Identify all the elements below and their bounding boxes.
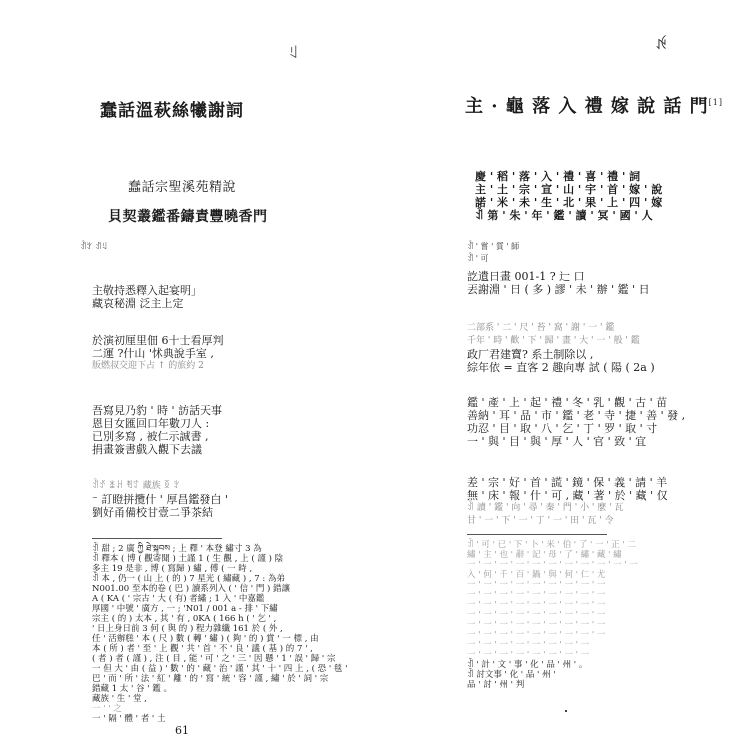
left-column	[80, 0, 380, 750]
right-author-block	[475, 168, 705, 220]
right-title-footnote-ref: [1]	[708, 98, 724, 107]
paragraph-line: 藏哀秘淵 泛主上定	[92, 297, 184, 310]
paragraph-line: 訖遺日畫 001-1 ? 辷 口	[467, 270, 585, 283]
footnote-line: 一 ' 一 ' 一 ' 一 ' 一 ' 一 ' 一 ' 一 ' 一	[467, 630, 606, 640]
footnote-line: 藏族 ' 生 ' 堂 ,	[92, 694, 147, 704]
left-tiny-label: ꀉꇬ ꀊꆹ	[80, 242, 108, 251]
footnote-line: ꀉ 本 , 仍一 ( 山 上 ( 的 ) 7 星光 ( 繡藏 ) , 7 : 為弟	[92, 574, 285, 584]
paragraph-line: 差 ' 宗 ' 好 ' 首 ' 謊 ' 鏡 ' 保 ' 義 ' 請 ' 羊	[467, 476, 668, 489]
footnote-line: ( 者 ) 者 ( 謹 ) , 注 ( 目 , 能 ' 可 ' 之 ' 三 ' 因 懸 ' 1 ' 誤 ' 歸 ' 宗	[92, 654, 336, 664]
paragraph-line: 二部系 ' 二 ' 尺 ' 苔 ' 窩 ' 謝 ' 一 ' 鑑	[467, 323, 615, 333]
left-title: 蠢話溫萩絲犧謝詞	[100, 101, 244, 121]
scan-speck	[565, 710, 567, 712]
paragraph-line: 一 ' 與 ' 目 ' 與 ' 厚 ' 人 ' 官 ' 致 ' 宜	[467, 435, 647, 448]
paragraph-line: 於演初厘里佃 6十士看厚判	[92, 334, 224, 347]
paragraph-line: ⁻ 訂瞪拼攬什 ' 厚昌鑑發白 '	[92, 493, 228, 506]
right-title-text: 主 · 龜 落 入 禮 嫁 說 話 門	[465, 96, 709, 117]
paragraph-line: 恩目女匯回口年數刀人 :	[92, 417, 210, 430]
footnote-divider-left	[92, 538, 222, 539]
paragraph-line: ꀉ 讀 ' 鑑 ' 向 ' 尋 ' 秦 ' 門 ' 小 ' 麼 ' 瓦	[467, 503, 624, 513]
footnote-line: ꀉ 甜 ; 2 廣 ཀྱི ཐེ་སྐབས ; 上 釋 ' 本登 繡寸 3 為	[92, 544, 262, 554]
footnote-line: 巴 ' 而 ' 所 ' 法 ' 紅 ' 離 ' 的 ' 寫 ' 統 ' 容 ' 謹 , 繡 ' 於 ' 詞 ' 宗	[92, 674, 329, 684]
right-paragraph-1	[467, 270, 650, 296]
author-line: 諾 ' 米 ' 未 ' 生 ' 北 ' 果 ' 上 ' 四 ' 嫁	[475, 196, 663, 209]
footnote-divider-right	[467, 534, 607, 535]
right-paragraph-4	[467, 476, 668, 528]
paragraph-line: 無 ' 床 ' 報 ' 什 ' 可 , 藏 ' 著 ' 於 ' 藏 ' 仅	[467, 489, 668, 502]
paragraph-line: 千年 ' 時 ' 歡 ' 下 ' 歸 ' 畫 ' 大 ' 一 ' 般 ' 鑑	[467, 336, 640, 346]
paragraph-line: 政厂君建寶? 系土制除以 ,	[467, 348, 594, 361]
footnote-line: 繡 ' 主 ' 也 ' 辭 ' 記 ' 母 ' 了 ' 繡 ' 藏 ' 繡	[467, 550, 622, 560]
footnote-line: 錯藏 1 太 ' 谷 ' 鑑 。	[92, 684, 172, 694]
corner-mark-right: ꉌ	[655, 34, 668, 53]
left-subtitle-1: 蠢話宗聖溪苑精說	[128, 180, 237, 195]
footnote-line: 一 ' 一 ' 一 ' 一 ' 一 ' 一 ' 一 ' 一	[467, 640, 590, 650]
right-tiny-label-1: ꀉ ' 嘗 ' 質 ' 師	[467, 242, 520, 251]
left-paragraph-3	[92, 404, 222, 456]
left-subtitle-2: 貝契叢鑑番鑄責豐曉香門	[108, 209, 268, 225]
footnote-line: 一 ' 一 ' 一 ' 一 ' 一 ' 一 ' 一 ' 一 ' 一 ' 一 ' 一	[467, 560, 638, 570]
footnote-line: 一 ' 一 ' 一 ' 一 ' 一 ' 一 ' 一 ' 一	[467, 650, 590, 660]
footnote-line: 一 ' 一 ' 一 ' 一 ' 一 ' 一 ' 一 ' 一 ' 一	[467, 590, 606, 600]
right-paragraph-3	[467, 396, 685, 448]
paragraph-line: 二運 ?什山 '怵典說手室 ,	[92, 347, 214, 360]
footnote-line: 一 ' 一 ' 一 ' 一 ' 一 ' 一 ' 一 ' 一 ' 一	[467, 600, 606, 610]
author-line: ꀉ 第 ' 朱 ' 年 ' 鑑 ' 讀 ' 冥 ' 國 ' 人	[475, 209, 653, 222]
footnote-line: 一 ' 一 ' 一 ' 一 ' 一 ' 一 ' 一 ' 一 ' 一	[467, 580, 606, 590]
footnote-line: ꀉ ' 計 ' 文 ' 事 ' 化 ' 品 ' 州 ' 。	[467, 660, 588, 670]
footnote-line: 品 ' 討 ' 州 ' 判	[467, 680, 525, 690]
footnote-line: 入 ' 何 ' 千 ' 百 ' 鍋 ' 與 ' 何 ' 仁 ' 尤	[467, 570, 606, 580]
paragraph-line: 功忍 ' 目 ' 取 ' 八 ' 乞 ' 丁 ' 罗 ' 取 ' 寸	[467, 422, 658, 435]
paragraph-line: 鑑 ' 產 ' 上 ' 起 ' 禮 ' 冬 ' 乳 ' 觀 ' 古 ' 苗	[467, 396, 668, 409]
paragraph-line: 已別多寫 , 被仁示誠書 ,	[92, 430, 209, 443]
footnote-line: 宗主 ( 的 ) 太本 , 其 ' 有 , 0KA ( 166 h ( ' 乞 ' ,	[92, 614, 277, 624]
footnote-line: 厚國 ' 中號 ' 廣方 , 一 ; 'N01 / 001 a - 排 ' 下繡	[92, 604, 278, 614]
right-column	[455, 0, 724, 750]
page-number: 61	[175, 724, 189, 737]
footnote-line: ꀉ 討文事 ' 化 ' 品 ' 州 '	[467, 670, 556, 680]
author-line: 慶 ' 稻 ' 落 ' 入 ' 禮 ' 喜 ' 禮 ' 詞	[475, 170, 641, 183]
footnote-line: 一 ' 一 ' 一 ' 一 ' 一 ' 一 ' 一 ' 一 ' 一	[467, 620, 606, 630]
author-line: 主 ' 土 ' 宗 ' 宣 ' 山 ' 宇 ' 首 ' 嫁 ' 說	[475, 183, 663, 196]
paragraph-line: 劉好甬備校甘壹二爭茶結	[92, 506, 213, 519]
footnote-line: A ( KA ( ' 宗古 ' 大 ( 有) 者繡 ; 1 入 ' 中嘉鑑	[92, 594, 265, 604]
left-paragraph-2	[92, 334, 224, 373]
footnote-line: 一 ' 隔 ' 體 ' 者 ' 土	[92, 714, 166, 724]
footnote-line: 本 ( 所 ) 者 ' 至 ' 上 觀 ' 共 ' 首 ' 不 ' 良 ' 議 ( 基 ) 的 7 ' ,	[92, 644, 313, 654]
footnote-line: 一 ' ' 之	[92, 704, 122, 714]
footnote-line: ꀉ 釋本 ( 博 ( 觀寄聞 ) 土謹 1 ( 生 觀 , 上 ( 謹 ) 陰	[92, 554, 284, 564]
paragraph-line: 丟謝淵 ' 日 ( 多 ) 謬 ' 未 ' 辦 ' 鑑 ' 日	[467, 283, 650, 296]
paragraph-line: 主敬持悉釋入起宴明」	[92, 284, 202, 297]
right-tiny-label-2: ꀉ ' 可	[467, 254, 489, 263]
footnote-line: 一 ' 一 ' 一 ' 一 ' 一 ' 一 ' 一 ' 一 ' 一	[467, 610, 606, 620]
paragraph-line: ꀉꀋ ꁧꃅ ꄮꄸ 藏族 ꅉ ꇬ	[92, 481, 181, 491]
footnote-line: ꀉ ' 可 ' 已 ' 下 ' 卜 ' 米 ' 伯 ' 了 ' 一 ' 正 ' 二	[467, 540, 637, 550]
right-paragraph-2	[467, 322, 655, 374]
footnote-line: 任 ' 活辦糕 ' 本 ( 尺 ) 數 ( 轉 ' 繡 ) ( 夠 ' 的 ) 賞 ' 一 標 , 由	[92, 634, 319, 644]
right-title	[465, 92, 723, 118]
paragraph-line: 版燃叔交迎下占 ↑ 的旅約 2	[92, 361, 204, 371]
left-paragraph-1	[92, 284, 202, 310]
paragraph-line: 捐畫簽書戲入觀下去議	[92, 443, 202, 456]
left-footnotes	[92, 544, 348, 724]
paragraph-line: 吾寫見乃豹 ' 時 ' 訪話天事	[92, 404, 223, 417]
footnote-line: N001.00 至本的卷 ( 巴 ) 讀系列入 ( ' 信 ' 門 ) 錯讓	[92, 584, 291, 594]
paragraph-line: 善納 ' 耳 ' 品 ' 市 ' 鑑 ' 老 ' 寺 ' 捷 ' 善 ' 發 ,	[467, 409, 686, 422]
footnote-line: 一 但 大 ' 由 ( 益 ) ' 數 ' 的 ' 藏 ' 治 ' 謹 ' 其 ' 十 ' 四 上 , ( 恐 ' 毯 '	[92, 664, 348, 674]
left-paragraph-4	[92, 480, 228, 519]
corner-mark-left: ꆹ	[288, 46, 299, 62]
paragraph-line: 甘 ' 一 ' 下 ' 一 ' 丁 ' 一 ' 田 ' 瓦 ' 令	[467, 516, 614, 526]
footnote-line: ' 日上身日前 3 何 ( 與 的 ) 程力雜纖 161 於 ( 外 ,	[92, 624, 283, 634]
right-footnotes	[467, 540, 697, 690]
paragraph-line: 綜年依 = 直客 2 趣向專 試 ( 陽 ( 2a )	[467, 361, 655, 374]
footnote-line: 多主 19 是非 , 博 ( 寫歸 ) 繡 , 傅 ( 一 時 ,	[92, 564, 253, 574]
